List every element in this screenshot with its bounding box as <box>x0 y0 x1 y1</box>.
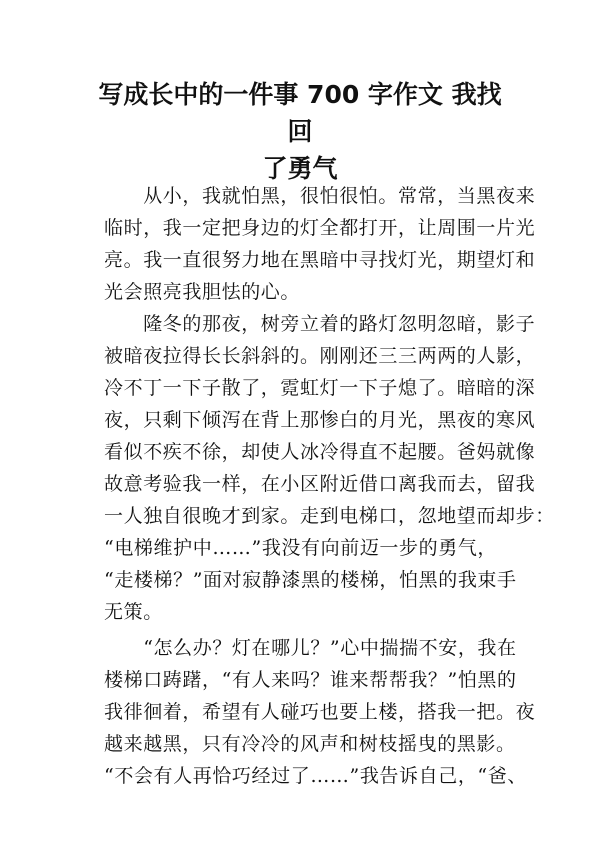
paragraph-1 <box>104 180 536 308</box>
text-line: 临时，我一定把身边的灯全都打开，让周围一片光 <box>104 217 536 239</box>
text-line: 一人独自很晚才到家。走到电梯口，忽地望而却步： <box>104 505 555 527</box>
text-line: 越来越黑，只有冷冷的风声和树枝摇曳的黑影。 <box>104 733 516 755</box>
text-line: 无策。 <box>104 601 163 623</box>
text-line: 看似不疾不徐，却使人冰冷得直不起腰。爸妈就像 <box>104 441 536 463</box>
text-line: “不会有人再恰巧经过了……”我告诉自己，“爸、 <box>104 765 527 787</box>
text-line: 光会照亮我胆怯的心。 <box>104 281 301 303</box>
text-line: 我徘徊着，希望有人碰巧也要上楼，搭我一把。夜 <box>104 701 536 723</box>
document-title <box>90 76 510 187</box>
article-body <box>104 180 555 792</box>
text-line: 亮。我一直很努力地在黑暗中寻找灯光，期望灯和 <box>104 249 536 271</box>
paragraph-2 <box>104 308 555 628</box>
text-line: “怎么办？灯在哪儿？”心中揣揣不安，我在 <box>104 637 517 659</box>
text-line: “电梯维护中……”我没有向前迈一步的勇气， <box>104 537 498 559</box>
text-line: 楼梯口踌躇，“有人来吗？谁来帮帮我？”怕黑的 <box>104 669 517 691</box>
text-line: 隆冬的那夜，树旁立着的路灯忽明忽暗，影子 <box>104 313 536 335</box>
text-line: 从小，我就怕黑，很怕很怕。常常，当黑夜来 <box>104 185 536 207</box>
text-line: 夜，只剩下倾泻在背上那惨白的月光，黑夜的寒风 <box>104 409 536 431</box>
text-line: 冷不丁一下子散了，霓虹灯一下子熄了。暗暗的深 <box>104 377 536 399</box>
text-line: 故意考验我一样，在小区附近借口离我而去，留我 <box>104 473 536 495</box>
text-line: 被暗夜拉得长长斜斜的。刚刚还三三两两的人影， <box>104 345 536 367</box>
title-line-2: 了勇气 <box>262 154 338 183</box>
paragraph-3 <box>104 632 536 792</box>
text-line: “走楼梯？”面对寂静漆黑的楼梯，怕黑的我束手 <box>104 569 517 591</box>
title-line-1: 写成长中的一件事 700 字作文 我找回 <box>98 80 502 146</box>
